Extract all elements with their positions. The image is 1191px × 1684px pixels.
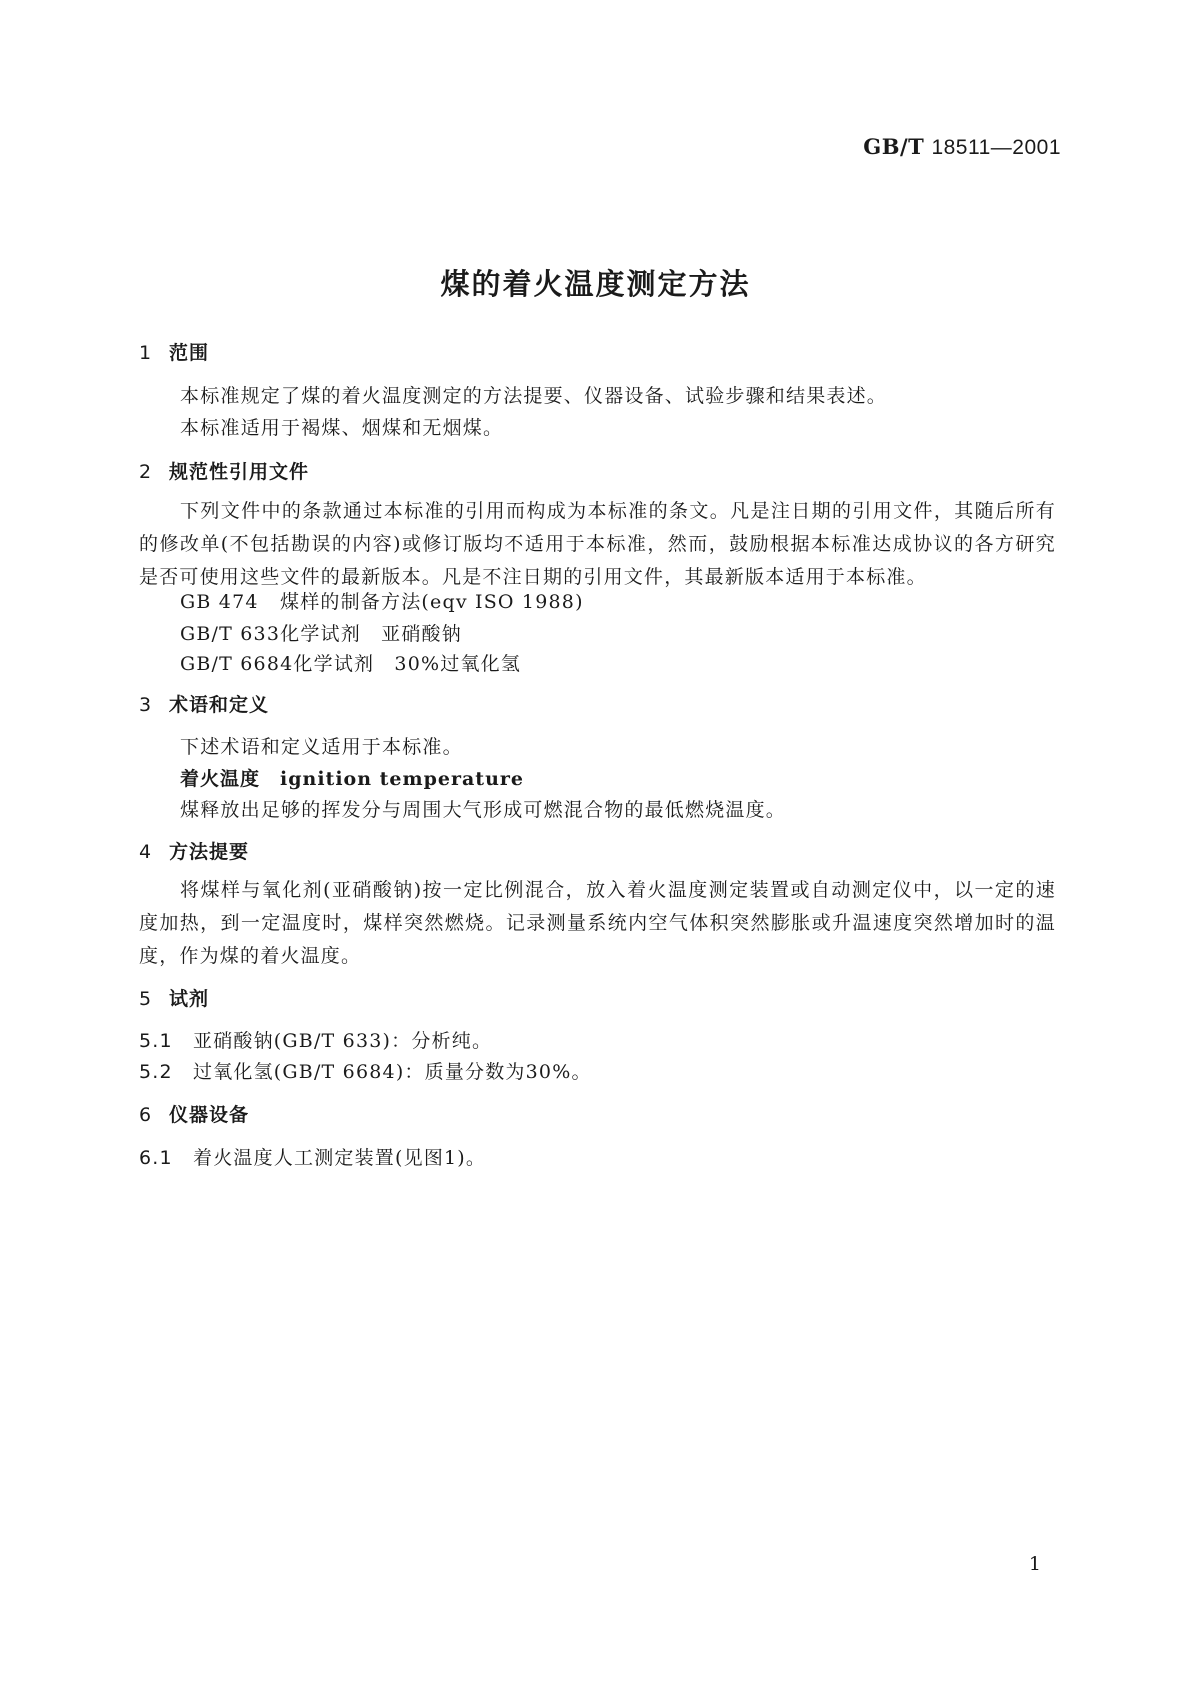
terms-intro: 下述术语和定义适用于本标准。 bbox=[180, 736, 463, 758]
document-title: 煤的着火温度测定方法 bbox=[440, 267, 751, 301]
section-number: 3 bbox=[139, 694, 153, 716]
section-number: 4 bbox=[139, 841, 153, 863]
section-2-heading bbox=[139, 457, 309, 484]
reference-code: GB/T 6684 bbox=[180, 653, 294, 675]
clause-text: 过氧化氢(GB/T 6684)：质量分数为30%。 bbox=[193, 1061, 592, 1083]
clause-number: 6.1 bbox=[139, 1147, 173, 1169]
standard-code-number: 18511—2001 bbox=[931, 136, 1061, 159]
scope-line-1: 本标准规定了煤的着火温度测定的方法提要、仪器设备、试验步骤和结果表述。 bbox=[180, 385, 888, 407]
term-definition: 煤释放出足够的挥发分与周围大气形成可燃混合物的最低燃烧温度。 bbox=[180, 799, 787, 821]
section-number: 6 bbox=[139, 1104, 153, 1126]
clause-item bbox=[139, 1143, 486, 1170]
section-number: 5 bbox=[139, 988, 153, 1010]
section-title: 规范性引用文件 bbox=[169, 461, 310, 483]
reference-title: 化学试剂 亚硝酸钠 bbox=[280, 623, 462, 645]
clause-item bbox=[139, 1057, 592, 1084]
reference-item bbox=[180, 619, 462, 646]
section-number: 1 bbox=[139, 342, 153, 364]
standard-code-prefix: GB/T bbox=[863, 134, 925, 159]
reference-item bbox=[180, 587, 584, 614]
clause-text: 亚硝酸钠(GB/T 633)：分析纯。 bbox=[193, 1030, 493, 1052]
section-5-heading bbox=[139, 984, 209, 1011]
term-chinese: 着火温度 bbox=[180, 768, 261, 790]
section-title: 仪器设备 bbox=[169, 1104, 250, 1126]
normative-references-paragraph: 下列文件中的条款通过本标准的引用而构成为本标准的条文。凡是注日期的引用文件，其随后所有的修改单(不包括勘误的内容)或修订版均不适用于本标准，然而，鼓励根据本标准达成协议的各方研究是否可使用这些文件的最新版本。凡是不注日期的引用文件，其最新版本适用于本标准。 bbox=[139, 500, 1056, 588]
scope-line-2: 本标准适用于褐煤、烟煤和无烟煤。 bbox=[180, 417, 504, 439]
term-entry bbox=[180, 764, 524, 791]
clause-text: 着火温度人工测定装置(见图1)。 bbox=[193, 1147, 487, 1169]
term-english: ignition temperature bbox=[280, 768, 524, 790]
section-title: 术语和定义 bbox=[169, 694, 270, 716]
section-number: 2 bbox=[139, 461, 153, 483]
section-4-heading bbox=[139, 837, 249, 864]
reference-item bbox=[180, 649, 521, 676]
section-6-heading bbox=[139, 1100, 249, 1127]
reference-title: 煤样的制备方法(eqv ISO 1988) bbox=[280, 591, 584, 613]
method-summary-paragraph: 将煤样与氧化剂(亚硝酸钠)按一定比例混合，放入着火温度测定装置或自动测定仪中，以一定的速度加热，到一定温度时，煤样突然燃烧。记录测量系统内空气体积突然膨胀或升温速度突然增加时的温度，作为煤的着火温度。 bbox=[139, 879, 1056, 967]
section-3-heading bbox=[139, 690, 269, 717]
section-title: 范围 bbox=[169, 342, 210, 364]
reference-code: GB/T 633 bbox=[180, 623, 281, 645]
reference-code: GB 474 bbox=[180, 591, 259, 613]
standard-code bbox=[863, 134, 1061, 160]
section-title: 试剂 bbox=[169, 988, 210, 1010]
clause-item bbox=[139, 1026, 492, 1053]
clause-number: 5.1 bbox=[139, 1030, 173, 1052]
page-number: 1 bbox=[1028, 1553, 1041, 1575]
section-title: 方法提要 bbox=[169, 841, 250, 863]
reference-title: 化学试剂 30%过氧化氢 bbox=[293, 653, 522, 675]
clause-number: 5.2 bbox=[139, 1061, 173, 1083]
section-1-heading bbox=[139, 338, 209, 365]
